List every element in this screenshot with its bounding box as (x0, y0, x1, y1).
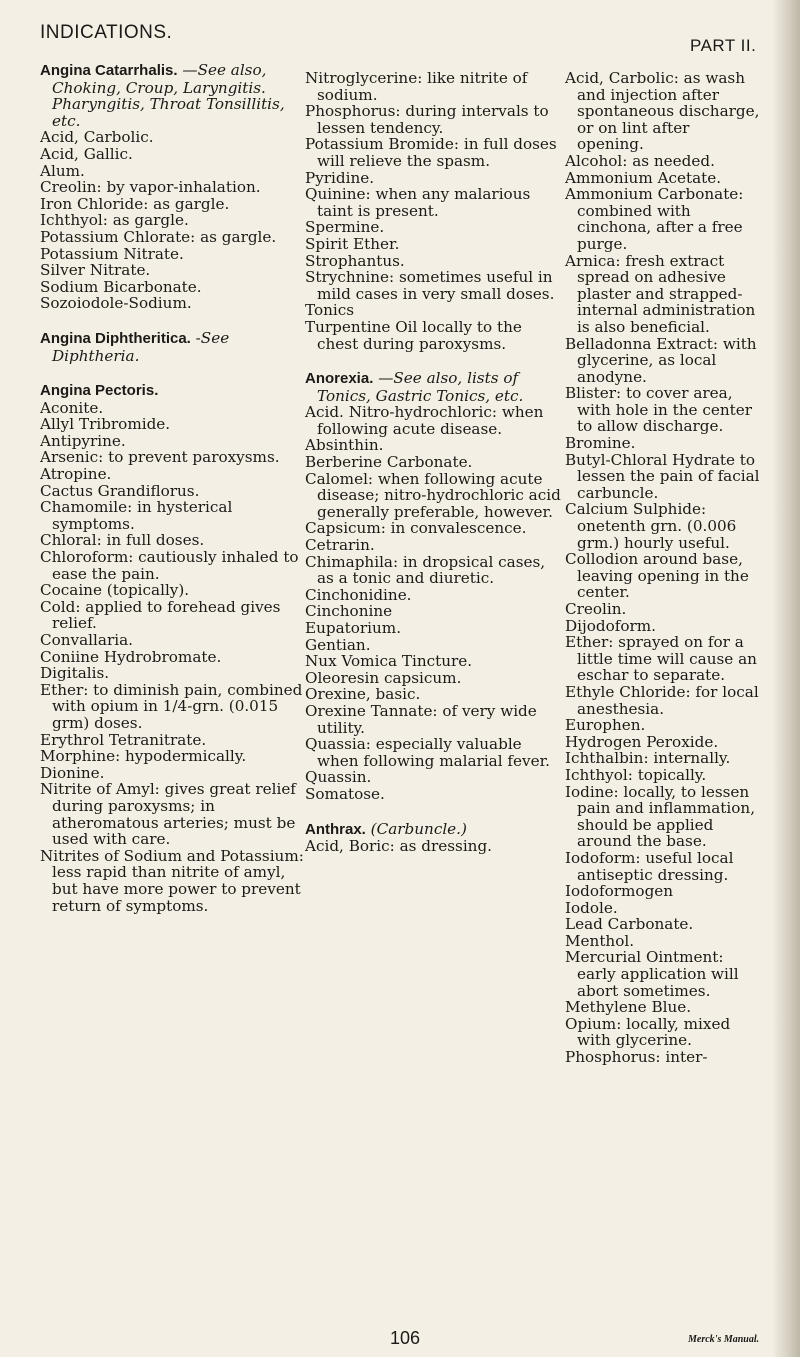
index-entry: Acid, Carbolic. (40, 128, 154, 147)
index-entry: Lead Carbonate. (565, 915, 694, 934)
heading-text: Angina Diphtheritica. (40, 329, 191, 347)
running-header-left: INDICATIONS. (40, 22, 173, 43)
index-entry: Chloral: in full doses. (40, 531, 205, 550)
index-entry: Opium: locally, mixed with glycerine. (565, 1014, 731, 1050)
index-entry: Erythrol Tetranitrate. (40, 730, 207, 749)
see-also-note: —See also, Choking, Croup, Laryngitis. Pharyngitis, Throat Tonsillitis, etc. (52, 61, 285, 130)
index-section (305, 370, 563, 802)
index-entry: Hydrogen Peroxide. (565, 732, 719, 751)
index-entry: Alcohol: as needed. (565, 151, 715, 170)
index-entry: Sodium Bicarbonate. (40, 277, 202, 296)
index-entry: Absinthin. (305, 436, 384, 455)
index-entry: Ichthalbin: internally. (565, 749, 731, 768)
index-entry: Alum. (40, 161, 85, 180)
index-entry: Cocaine (topically). (40, 581, 190, 600)
column-3 (565, 70, 760, 1066)
see-also-note: —See also, lists of Tonics, Gastric Tonics, etc. (317, 369, 524, 405)
column-1 (40, 62, 305, 914)
index-entry: Potassium Chlorate: as gargle. (40, 227, 277, 246)
index-entry: Somatose. (305, 784, 385, 803)
index-entry: Ichthyol: as gargle. (40, 211, 189, 230)
index-entry: Dionine. (40, 763, 105, 782)
index-entry: Strychnine: sometimes useful in mild cases in very small doses. (305, 268, 555, 303)
index-entry: Chloroform: cautiously inhaled to ease the pain. (40, 548, 299, 583)
running-header-right: PART II. (690, 36, 757, 55)
index-entry: Ammonium Carbonate: combined with cinchona, after a free purge. (565, 185, 744, 253)
section-heading (305, 821, 563, 839)
see-also-note: -See Diphtheria. (52, 328, 230, 365)
footer-mark: Merck's Manual. (688, 1334, 760, 1345)
index-entry: Europhen. (565, 716, 646, 735)
heading-text: Angina Catarrhalis. (40, 62, 178, 79)
index-entry: Morphine: hypodermically. (40, 747, 247, 766)
index-entry: Ammonium Acetate. (565, 168, 722, 187)
index-entry: Dijodoform. (565, 616, 657, 635)
index-entry: Acid, Carbolic: as wash and injection after spontaneous discharge, or on lint after opening. (565, 69, 760, 154)
index-entry: Potassium Nitrate. (40, 244, 184, 263)
index-entry: Spirit Ether. (305, 234, 400, 253)
index-section (305, 70, 563, 352)
index-entry: Berberine Carbonate. (305, 453, 473, 472)
index-entry: Ethyle Chloride: for local anesthesia. (565, 682, 759, 718)
index-entry: Iodoform: useful local antiseptic dressing. (565, 848, 734, 884)
index-entry: Cinchonidine. (305, 585, 412, 604)
index-entry: Sozoiodole-Sodium. (40, 294, 192, 313)
index-entry: Cetrarin. (305, 536, 375, 555)
heading-text: Angina Pectoris. (40, 382, 159, 400)
index-entry: Convallaria. (40, 631, 133, 649)
index-section (305, 821, 563, 855)
index-entry: Methylene Blue. (565, 998, 692, 1017)
section-heading (40, 62, 305, 129)
index-entry: Cactus Grandiflorus. (40, 481, 200, 500)
column-2 (305, 70, 563, 855)
see-also-note: (Carbuncle.) (370, 819, 467, 838)
index-entry: Acid, Gallic. (40, 144, 133, 163)
index-entry: Ichthyol: topically. (565, 765, 707, 784)
index-entry: Creolin. (565, 600, 627, 618)
index-entry: Nitrites of Sodium and Potassium: less rapid than nitrite of amyl, but have more power to prevent return of symptoms. (40, 846, 304, 915)
index-entry: Digitalis. (40, 664, 110, 683)
section-heading (40, 330, 305, 364)
index-entry: Allyl Tribromide. (40, 415, 171, 434)
index-entry: Cinchonine (305, 602, 393, 621)
index-entry: Butyl-Chloral Hydrate to lessen the pain of facial carbuncle. (565, 450, 760, 502)
index-entry: Blister: to cover area, with hole in the center to allow discharge. (565, 384, 752, 436)
index-entry: Antipyrine. (40, 431, 126, 450)
index-entry: Iron Chloride: as gargle. (40, 194, 230, 213)
index-section (40, 62, 305, 312)
index-entry: Ether: to diminish pain, combined with opium in 1/4-grn. (0.015 grm) doses. (40, 680, 303, 732)
page-edge-shadow (772, 0, 800, 1357)
index-entry: Coniine Hydrobromate. (40, 647, 222, 666)
heading-text: Anthrax. (305, 820, 366, 838)
index-entry: Calcium Sulphide: onetenth grn. (0.006 grm.) hourly useful. (565, 500, 737, 552)
index-entry: Iodoformogen (565, 882, 674, 901)
index-entry: Cold: applied to forehead gives relief. (40, 597, 281, 633)
index-entry: Aconite. (40, 398, 104, 417)
index-entry: Eupatorium. (305, 619, 402, 637)
index-entry: Pyridine. (305, 168, 375, 187)
index-entry: Chamomile: in hysterical symptoms. (40, 498, 233, 533)
index-entry: Ether: sprayed on for a little time will cause an eschar to separate. (565, 633, 757, 685)
index-entry: Turpentine Oil locally to the chest during paroxysms. (305, 317, 522, 353)
index-entry: Quassin. (305, 768, 372, 787)
index-entry: Nux Vomica Tincture. (305, 652, 473, 671)
index-entry: Collodion around base, leaving opening in the center. (565, 550, 749, 602)
index-entry: Atropine. (40, 465, 112, 484)
index-entry: Orexine, basic. (305, 685, 421, 704)
index-entry: Arnica: fresh extract spread on adhesive plaster and strapped-internal administration is also beneficial. (565, 251, 756, 336)
index-entry: Phosphorus: inter- (565, 1048, 708, 1067)
index-entry: Quinine: when any malarious taint is present. (305, 185, 531, 220)
index-entry: Arsenic: to prevent paroxysms. (40, 448, 280, 467)
index-entry: Oleoresin capsicum. (305, 668, 462, 687)
index-entry: Belladonna Extract: with glycerine, as local anodyne. (565, 334, 757, 386)
index-entry: Chimaphila: in dropsical cases, as a tonic and diuretic. (305, 552, 546, 588)
index-entry: Gentian. (305, 635, 371, 654)
index-entry: Strophantus. (305, 251, 405, 270)
index-entry: Acid. Nitro-hydrochloric: when following acute disease. (305, 403, 544, 438)
index-entry: Nitroglycerine: like nitrite of sodium. (305, 69, 528, 104)
index-entry: Potassium Bromide: in full doses will relieve the spasm. (305, 135, 557, 170)
section-heading (305, 370, 563, 404)
index-entry: Calomel: when following acute disease; nitro-hydrochloric acid generally preferable, however. (305, 469, 561, 521)
index-entry: Orexine Tannate: of very wide utility. (305, 701, 537, 737)
index-section (40, 382, 305, 914)
index-entry: Silver Nitrate. (40, 261, 151, 280)
index-entry: Bromine. (565, 434, 636, 453)
heading-text: Anorexia. (305, 370, 374, 388)
page-number: 106 (390, 1328, 421, 1348)
section-heading (40, 382, 305, 400)
index-entry: Iodine: locally, to lessen pain and inflammation, should be applied around the base. (565, 782, 756, 851)
index-section (565, 70, 760, 1066)
index-entry: Iodole. (565, 898, 618, 917)
index-entry: Capsicum: in convalescence. (305, 519, 527, 538)
index-entry: Mercurial Ointment: early application will abort sometimes. (565, 948, 739, 1000)
index-entry: Creolin: by vapor-inhalation. (40, 178, 261, 197)
index-entry: Spermine. (305, 218, 385, 237)
index-entry: Phosphorus: during intervals to lessen tendency. (305, 102, 549, 137)
index-section (40, 330, 305, 364)
index-entry: Quassia: especially valuable when following malarial fever. (305, 735, 551, 770)
index-entry: Tonics (305, 301, 355, 320)
index-entry: Menthol. (565, 931, 635, 950)
index-entry: Nitrite of Amyl: gives great relief during paroxysms; in atheromatous arteries; must be used with care. (40, 780, 296, 849)
index-entry: Acid, Boric: as dressing. (305, 837, 493, 856)
